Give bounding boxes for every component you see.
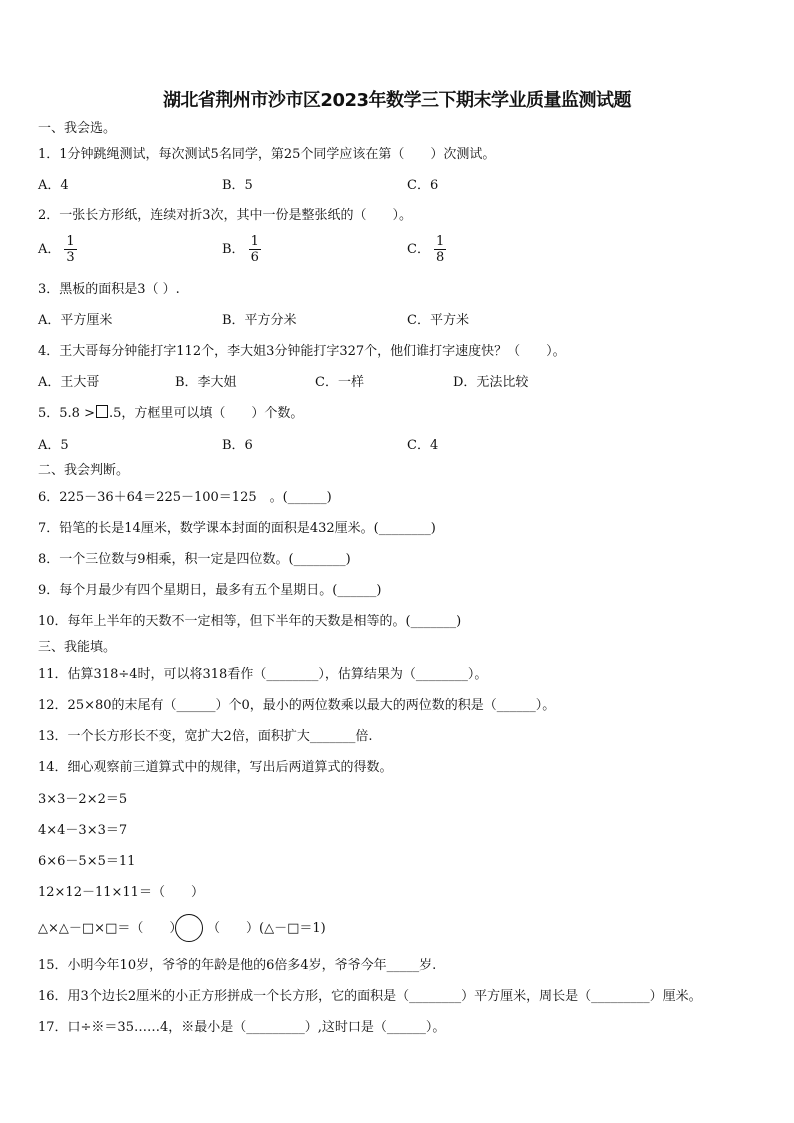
question-14: 14．细心观察前三道算式中的规律，写出后两道算式的得数。 bbox=[38, 760, 393, 775]
question-16: 16．用3个边长2厘米的小正方形拼成一个长方形，它的面积是（________）平方厘米，周长是（_________）厘米。 bbox=[38, 989, 702, 1004]
q3-option-b: B．平方分米 bbox=[222, 313, 297, 328]
fraction bbox=[64, 234, 76, 265]
q14-line-5-right: （ ）(△－□＝1) bbox=[207, 921, 326, 936]
fraction-numerator: 1 bbox=[250, 234, 259, 249]
section-heading-3: 三、我能填。 bbox=[38, 640, 117, 655]
question-1: 1．1分钟跳绳测试，每次测试5名同学，第25个同学应该在第（ ）次测试。 bbox=[38, 147, 496, 162]
fraction-numerator: 1 bbox=[435, 234, 445, 249]
q5-option-a: A．5 bbox=[38, 438, 69, 453]
fraction-denominator: 6 bbox=[250, 250, 259, 265]
q1-option-b: B．5 bbox=[222, 178, 253, 193]
q2-option-b-label: B． bbox=[222, 242, 245, 257]
section-heading-1: 一、我会选。 bbox=[38, 121, 117, 136]
fraction bbox=[249, 234, 261, 265]
q2-option-c bbox=[407, 234, 446, 265]
q4-option-b: B．李大姐 bbox=[175, 375, 237, 390]
q5-text-after: .5，方框里可以填（ ）个数。 bbox=[108, 406, 304, 421]
page-title: 湖北省荆州市沙市区2023年数学三下期末学业质量监测试题 bbox=[162, 90, 632, 111]
question-17: 17．口÷※＝35……4，※最小是（_________）,这时口是（______）。 bbox=[38, 1020, 446, 1035]
q2-option-b bbox=[222, 234, 261, 265]
question-13: 13．一个长方形长不变，宽扩大2倍，面积扩大_______倍. bbox=[38, 729, 373, 744]
q4-option-c: C．一样 bbox=[315, 375, 364, 390]
question-11: 11．估算318÷4时，可以将318看作（________），估算结果为（________）。 bbox=[38, 667, 488, 682]
q5-option-b: B．6 bbox=[222, 438, 253, 453]
question-9: 9．每个月最少有四个星期日，最多有五个星期日。(______) bbox=[38, 583, 382, 598]
q14-line-5-left: △×△－□×□＝（ ） bbox=[38, 921, 183, 936]
q5-text-before: 5．5.8 > bbox=[38, 406, 95, 421]
q1-option-a: A．4 bbox=[38, 178, 69, 193]
question-15: 15．小明今年10岁，爷爷的年龄是他的6倍多4岁，爷爷今年_____岁. bbox=[38, 958, 437, 973]
fraction-numerator: 1 bbox=[66, 234, 75, 249]
question-7: 7．铅笔的长是14厘米，数学课本封面的面积是432厘米。(________) bbox=[38, 521, 436, 536]
question-2: 2．一张长方形纸，连续对折3次，其中一份是整张纸的（ ）。 bbox=[38, 208, 413, 223]
question-6: 6．225－36＋64＝225－100＝125 。(______) bbox=[38, 490, 332, 505]
section-heading-2: 二、我会判断。 bbox=[38, 463, 130, 478]
q3-option-a: A．平方厘米 bbox=[38, 313, 113, 328]
q14-line-3: 6×6－5×5＝11 bbox=[38, 854, 136, 869]
question-5 bbox=[38, 405, 303, 423]
q14-line-1: 3×3－2×2＝5 bbox=[38, 792, 128, 807]
blank-square-icon bbox=[96, 405, 108, 418]
q4-option-a: A．王大哥 bbox=[38, 375, 100, 390]
q14-line-2: 4×4－3×3＝7 bbox=[38, 823, 128, 838]
q1-option-c: C．6 bbox=[407, 178, 439, 193]
question-4: 4．王大哥每分钟能打字112个，李大姐3分钟能打字327个，他们谁打字速度快？（ ）。 bbox=[38, 344, 566, 359]
blank-circle-icon bbox=[175, 914, 203, 942]
q3-option-c: C．平方米 bbox=[407, 313, 469, 328]
fraction-denominator: 3 bbox=[66, 250, 75, 265]
q14-line-4: 12×12－11×11＝（ ） bbox=[38, 885, 204, 900]
q2-option-a bbox=[38, 234, 77, 265]
q4-option-d: D．无法比较 bbox=[453, 375, 529, 390]
q5-option-c: C．4 bbox=[407, 438, 439, 453]
question-10: 10．每年上半年的天数不一定相等，但下半年的天数是相等的。(_______) bbox=[38, 614, 462, 629]
question-12: 12．25×80的末尾有（______）个0，最小的两位数乘以最大的两位数的积是（______）。 bbox=[38, 698, 556, 713]
fraction-denominator: 8 bbox=[435, 250, 445, 265]
q2-option-c-label: C． bbox=[407, 242, 430, 257]
q2-option-a-label: A． bbox=[38, 242, 61, 257]
question-8: 8．一个三位数与9相乘，积一定是四位数。(________) bbox=[38, 552, 351, 567]
fraction bbox=[434, 234, 446, 265]
question-3: 3．黑板的面积是3（ ）. bbox=[38, 282, 180, 297]
